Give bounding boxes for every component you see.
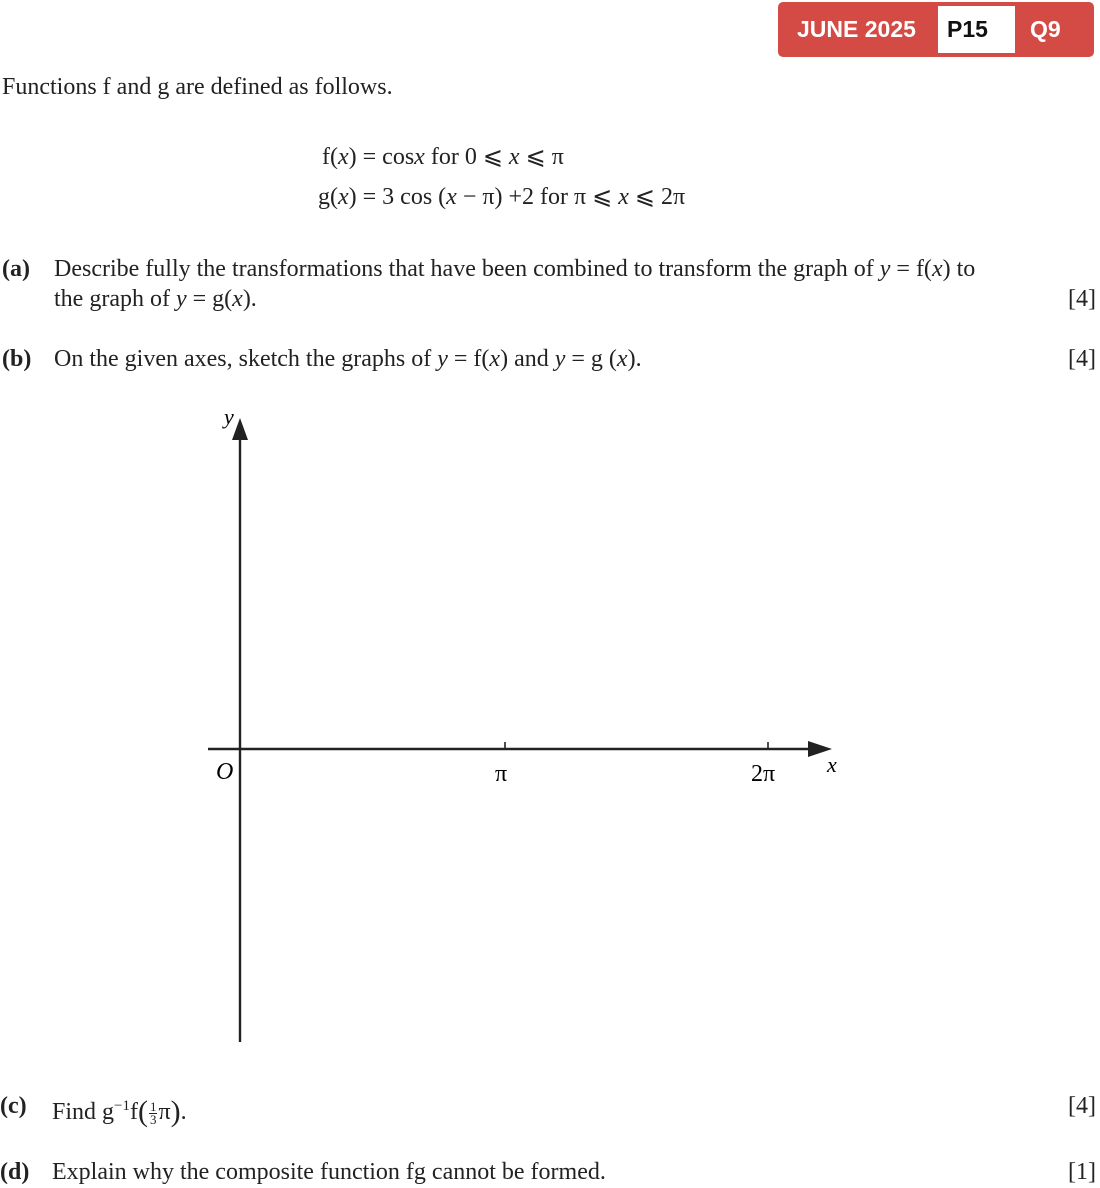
x-tick-label-2pi: 2π: [751, 761, 776, 787]
part-d-label: (d): [0, 1159, 30, 1185]
part-b-text: On the given axes, sketch the graphs of y = f(x) and y = g (x).: [54, 346, 642, 372]
part-c-text: Find $g^{-1}f$( $\frac{1}{3}$ π).: [52, 1095, 187, 1128]
question-number: Q9: [1030, 16, 1061, 42]
part-a-marks: [4]: [1068, 286, 1096, 312]
y-axis-label: y: [224, 404, 234, 429]
session-label: JUNE 2025: [797, 16, 916, 42]
part-a-line1: Describe fully the transformations that have been combined to transform the graph of y = f(x) to: [54, 256, 976, 282]
part-d-text: Explain why the composite function fg cannot be formed.: [52, 1159, 606, 1185]
intro-text: Functions f and g are defined as follows.: [2, 74, 393, 100]
definition-g: g(x) = 3 cos (x − π) +2 for π ⩽ x ⩽ 2π: [318, 184, 686, 210]
part-a-line2: the graph of y = g(x).: [54, 286, 257, 312]
definition-f: f(x) = cosx for 0 ⩽ x ⩽ π: [322, 144, 564, 170]
x-tick-label-pi: π: [495, 761, 508, 787]
part-b-label: (b): [2, 346, 32, 372]
part-c-label: (c): [0, 1093, 27, 1119]
part-c-marks: [4]: [1068, 1093, 1096, 1119]
part-b-marks: [4]: [1068, 346, 1096, 372]
x-axis-label: x: [827, 752, 837, 777]
part-a-label: (a): [2, 256, 30, 282]
origin-label: O: [216, 759, 234, 785]
part-d-marks: [1]: [1068, 1159, 1096, 1185]
y-axis-arrow: [232, 418, 248, 440]
paper-label: P15: [947, 16, 988, 42]
